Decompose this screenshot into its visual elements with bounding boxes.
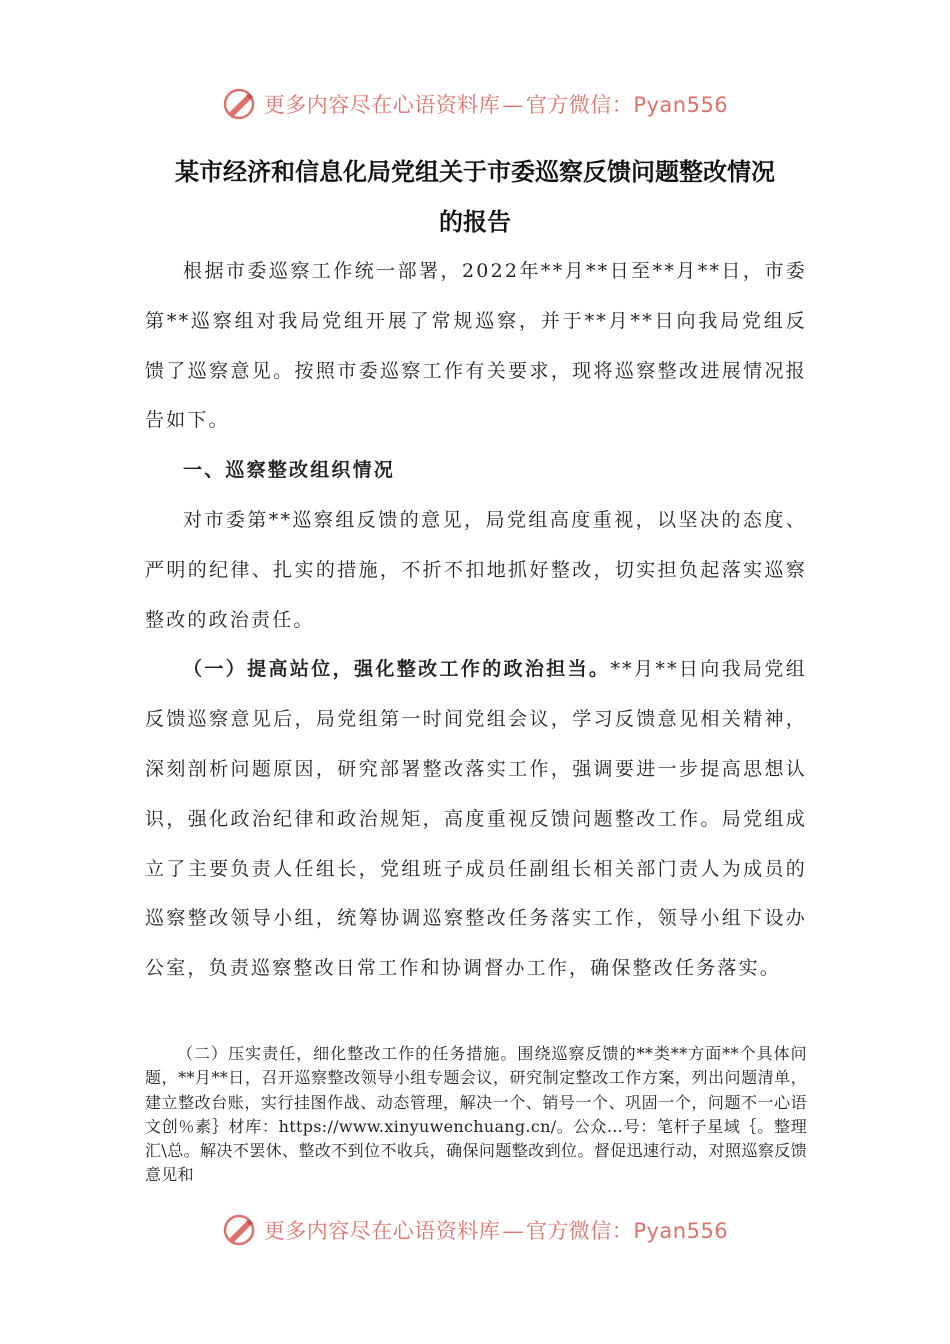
subsection1-paragraph [145, 645, 807, 994]
section1-paragraph: 对市委第**巡察组反馈的意见，局党组高度重视，以坚决的态度、严明的纪律、扎实的措施，不折不扣地抓好整改，切实担负起落实巡察整改的政治责任。 [145, 508, 807, 631]
banner-wx-label: 官方微信： [525, 1219, 634, 1243]
subsection1-body: **月**日向我局党组反馈巡察意见后，局党组第一时间党组会议，学习反馈意见相关精神，深刻剖析问题原因，研究部署整改落实工作，强调要进一步提高思想认识，强化政治纪律和政治规矩，高度重视反馈问题整改工作。局党组成立了主要负责人任组长，党组班子成员任副组长相关部门责人为成员的巡察整改领导小组，统筹协调巡察整改任务落实工作，领导小组下设办公室，负责巡察整改日常工作和协调督办工作，确保整改任务落实。 [145, 658, 807, 980]
pen-circle-logo-icon [222, 87, 256, 121]
pen-circle-logo-icon [222, 1213, 256, 1247]
intro-paragraph: 根据市委巡察工作统一部署，2022年**月**日至**月**日，市委第**巡察组对我局党组开展了常规巡察，并于**月**日向我局党组反馈了巡察意见。按照市委巡察工作有关要求，现将巡察整改进展情况报告如下。 [145, 260, 807, 432]
header-watermark-banner [0, 84, 950, 124]
banner-wx-id: Pyan556 [633, 1219, 729, 1243]
banner-wx-id: Pyan556 [633, 93, 729, 117]
subsection2-paragraph: （二）压实责任，细化整改工作的任务措施。围绕巡察反馈的**类**方面**个具体问题，**月**日，召开巡察整改领导小组专题会议，研究制定整改工作方案，列出问题清单，建立整改台账，实行挂图作战、动态管理，解决一个、销号一个、巩固一个，问题不一心语文创％素｝材库：https://www.xinyuwenchuang.cn/。公众…号：笔杆子星域｛。整理汇\总。解决不罢休、整改不到位不收兵，确保问题整改到位。督促迅速行动，对照巡察反馈意见和 [145, 1044, 807, 1185]
document-title-line1: 某市经济和信息化局党组关于市委巡察反馈问题整改情况 [175, 158, 775, 186]
banner-main-text: 更多内容尽在心语资料库 [263, 1219, 501, 1243]
footer-watermark-banner [0, 1210, 950, 1250]
banner-text [264, 1215, 728, 1245]
banner-wx-label: 官方微信： [525, 93, 634, 117]
section1-heading: 一、巡察整改组织情况 [183, 459, 396, 482]
document-title-line2: 的报告 [439, 208, 511, 236]
banner-main-text: 更多内容尽在心语资料库 [263, 93, 501, 117]
subsection1-heading: （一）提高站位，强化整改工作的政治担当。 [183, 658, 611, 681]
banner-text [264, 89, 728, 119]
document-body [145, 247, 807, 994]
banner-separator: — [502, 1219, 524, 1243]
banner-separator: — [502, 93, 524, 117]
